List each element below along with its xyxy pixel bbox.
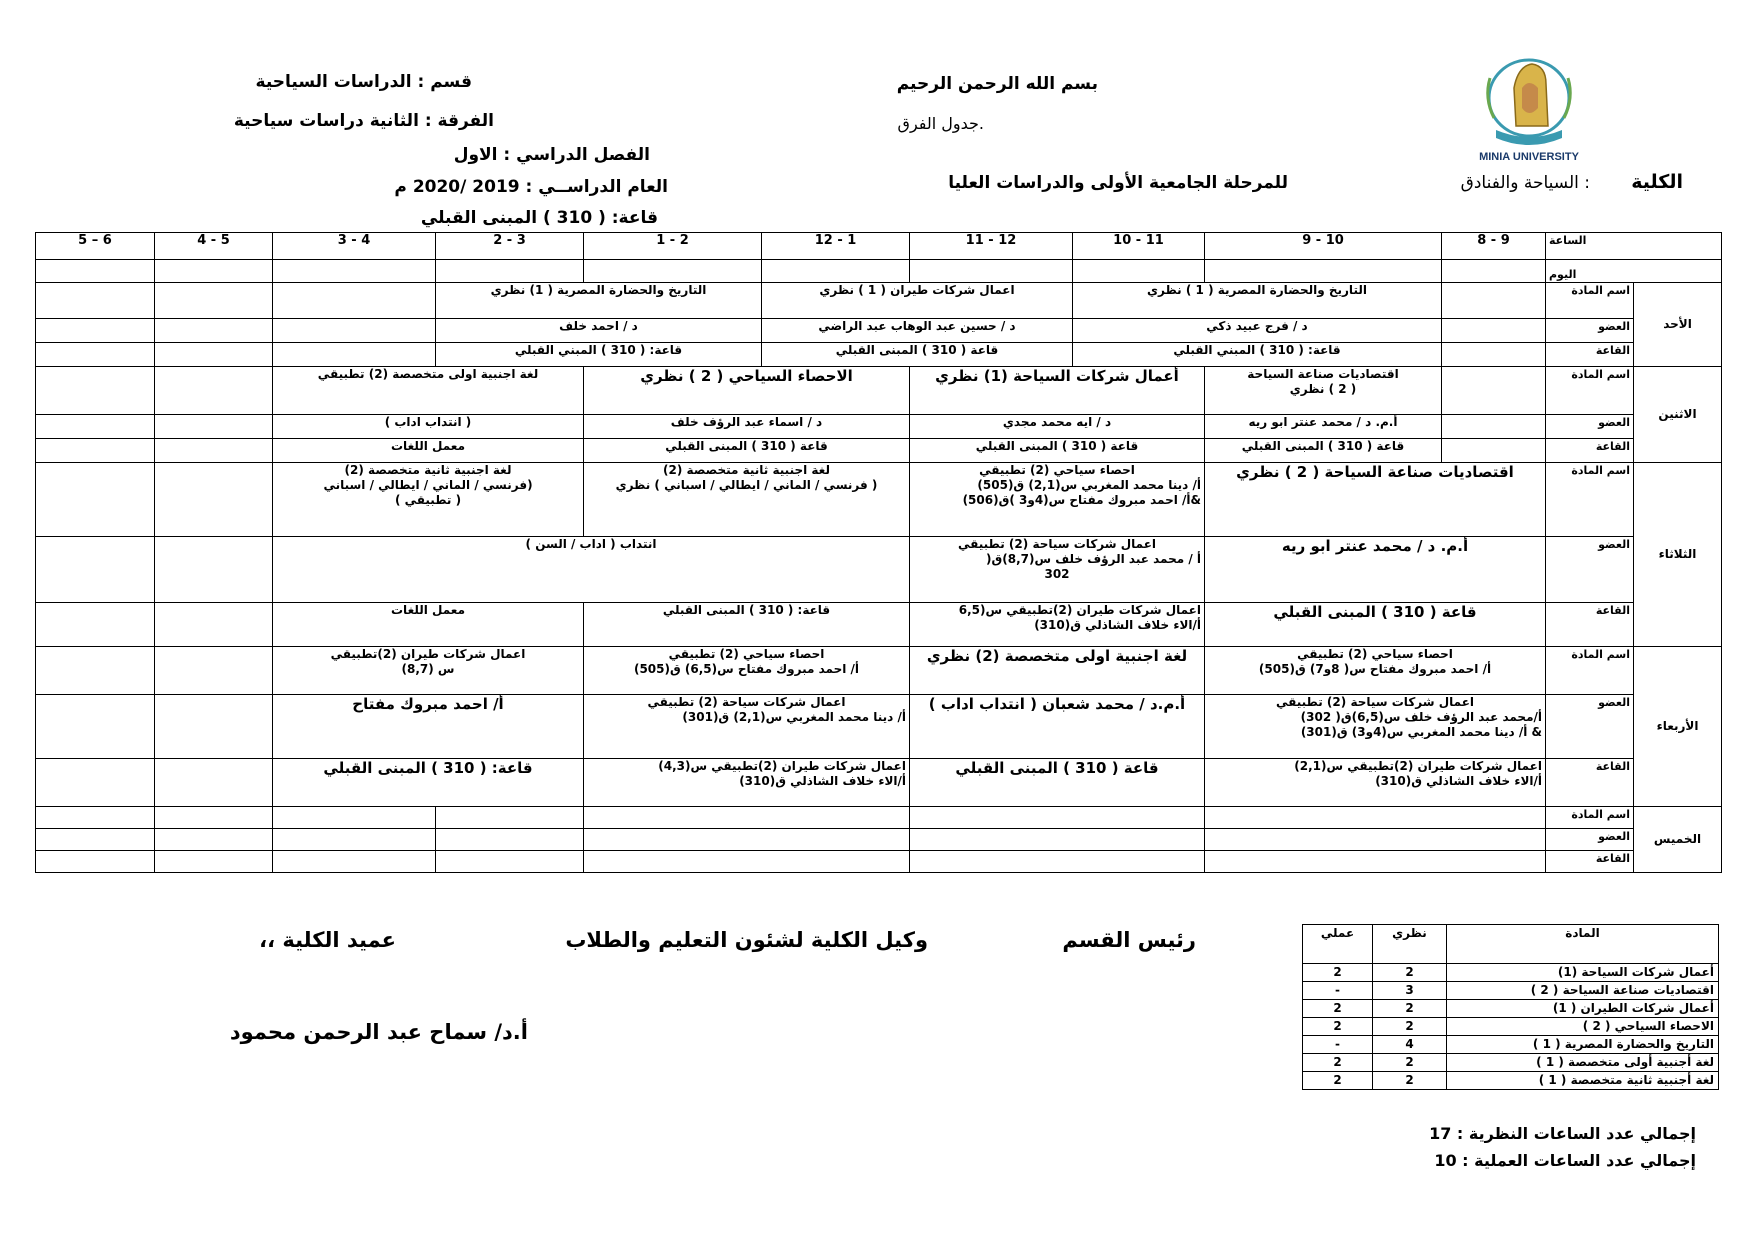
time-6-5: 6 – 5 <box>36 233 155 260</box>
wed-subject-2: لغة اجنبية اولى متخصصة (2) نظري <box>910 647 1205 695</box>
time-1-12: 1 - 12 <box>762 233 910 260</box>
wed-subject-4-line-1: اعمال شركات طيران (2)تطبيقي <box>330 647 526 661</box>
semester: الفصل الدراسي : الاول <box>453 145 650 165</box>
label-subject: اسم المادة <box>1546 283 1634 319</box>
mon-subject-2: أعمال شركات السياحة (1) نظري <box>910 367 1205 415</box>
tue-hall-2 <box>910 603 1205 647</box>
mon-member-1: أ.م. د / محمد عنتر ابو ريه <box>1205 415 1442 439</box>
wed-subject-1 <box>1205 647 1546 695</box>
summary-practical: - <box>1303 1036 1373 1054</box>
summary-theory: 2 <box>1373 1000 1447 1018</box>
wed-subject-3 <box>584 647 910 695</box>
summary-theory: 2 <box>1373 1054 1447 1072</box>
label-subject: اسم المادة <box>1546 807 1634 829</box>
mon-subject-1-line-2: ( 2 ) نظري <box>1289 382 1357 396</box>
tue-subject-2-line-3: &أ/ احمد مبروك مفتاح س(4و3 )ق(506) <box>962 493 1201 507</box>
wed-hall-3-line-2: أ/الاء خلاف الشاذلي ق(310) <box>739 774 906 788</box>
mon-subject-4: لغة اجنبية اولى متخصصة (2) تطبيقي <box>273 367 584 415</box>
mon-hall-1: قاعة ( 310 ) المبنى القبلي <box>1205 439 1442 463</box>
logo-text: MINIA UNIVERSITY <box>1479 151 1579 163</box>
basmala: بسم الله الرحمن الرحيم <box>896 74 1098 94</box>
summary-practical: 2 <box>1303 964 1373 982</box>
tue-subject-2-line-1: احصاء سياحي (2) تطبيقي <box>979 463 1135 477</box>
mon-member-2: د / ايه محمد مجدي <box>910 415 1205 439</box>
time-9-8: 9 - 8 <box>1442 233 1546 260</box>
sun-subject-3: التاريخ والحضارة المصرية ( 1) نظري <box>436 283 762 319</box>
summary-row <box>1303 1000 1719 1018</box>
faculty-label: الكلية <box>1631 171 1683 193</box>
stage: للمرحلة الجامعية الأولى والدراسات العليا <box>948 173 1288 193</box>
sun-member-3: د / احمد خلف <box>436 319 762 343</box>
tue-subject-4 <box>273 463 584 537</box>
mon-member-4: ( انتداب اداب ) <box>273 415 584 439</box>
mon-subject-3: الاحصاء السياحي ( 2 ) نظري <box>584 367 910 415</box>
tue-subject-3-line-1: لغة اجنبية ثانية متخصصة (2) <box>663 463 830 477</box>
summary-row <box>1303 982 1719 1000</box>
tue-member-2 <box>910 537 1205 603</box>
label-subject: اسم المادة <box>1546 647 1634 695</box>
label-subject: اسم المادة <box>1546 463 1634 537</box>
total-theory <box>1429 1124 1696 1143</box>
time-2-1: 2 - 1 <box>584 233 762 260</box>
tue-subject-1: اقتصاديات صناعة السياحة ( 2 ) نظري <box>1205 463 1546 537</box>
wed-hall-2: قاعة ( 310 ) المبنى القبلي <box>910 759 1205 807</box>
day-thursday: الخميس <box>1634 807 1722 873</box>
wed-subject-4 <box>273 647 584 695</box>
time-10-9: 10 - 9 <box>1205 233 1442 260</box>
tue-subject-4-line-1: لغة اجنبية ثانية متخصصة (2) <box>344 463 512 477</box>
summary-subject: الاحصاء السياحي ( 2 ) <box>1447 1018 1719 1036</box>
summary-practical: 2 <box>1303 1072 1373 1090</box>
day-monday: الاثنين <box>1634 367 1722 463</box>
hall-heading: قاعة: ( 310 ) المبنى القبلي <box>420 208 658 228</box>
label-hall: القاعة <box>1546 851 1634 873</box>
tue-hall-2-line-1: اعمال شركات طيران (2)تطبيقي س(6,5 <box>958 603 1201 617</box>
sun-member-2: د / حسين عبد الوهاب عبد الراضي <box>762 319 1073 343</box>
day-label: اليوم <box>1546 260 1722 283</box>
tue-subject-4-line-3: ( تطبيقي ) <box>394 493 462 507</box>
tue-member-1: أ.م. د / محمد عنتر ابو ريه <box>1205 537 1546 603</box>
tue-member-34: انتداب ( اداب / السن ) <box>273 537 910 603</box>
academic-year: العام الدراســي : 2019 /2020 م <box>394 177 668 197</box>
tue-hall-1: قاعة ( 310 ) المبنى القبلي <box>1205 603 1546 647</box>
tue-subject-2-line-2: أ/ دينا محمد المغربي س(2,1) ق(505) <box>977 478 1201 492</box>
summary-subject: التاريخ والحضارة المصرية ( 1 ) <box>1447 1036 1719 1054</box>
label-member: العضو <box>1546 537 1634 603</box>
wed-member-3-line-1: اعمال شركات سياحة (2) تطبيقي <box>647 695 846 709</box>
sun-member-1: د / فرج عبيد ذكي <box>1073 319 1442 343</box>
wed-subject-1-line-2: أ/ احمد مبروك مفتاح س( 8و7) ق(505) <box>1258 662 1492 676</box>
label-hall: القاعة <box>1546 343 1634 367</box>
total-practical-value: 10 <box>1434 1151 1457 1170</box>
tue-subject-3-line-2: ( فرنسي / الماني / ايطالي / اسباني ) نظري <box>615 478 878 492</box>
day-sunday: الأحد <box>1634 283 1722 367</box>
summary-subject: أعمال شركات الطيران ( 1) <box>1447 1000 1719 1018</box>
dean-name: أ.د/ سماح عبد الرحمن محمود <box>229 1020 528 1044</box>
time-4-3: 4 - 3 <box>273 233 436 260</box>
wed-member-4: أ/ احمد مبروك مفتاح <box>273 695 584 759</box>
hours-summary-table <box>1302 924 1719 1090</box>
time-label-cell <box>1546 233 1722 260</box>
mon-member-3: د / اسماء عبد الرؤف خلف <box>584 415 910 439</box>
total-practical-label: إجمالي عدد الساعات العملية : <box>1462 1151 1696 1170</box>
wed-member-2: أ.م.د / محمد شعبان ( انتداب اداب ) <box>910 695 1205 759</box>
label-hall: القاعة <box>1546 603 1634 647</box>
label-member: العضو <box>1546 415 1634 439</box>
time-11-10: 11 - 10 <box>1073 233 1205 260</box>
tue-hall-2-line-2: أ/الاء خلاف الشاذلي ق(310) <box>1034 618 1201 632</box>
summary-subject: لغة أجنبية أولى متخصصة ( 1 ) <box>1447 1054 1719 1072</box>
wed-hall-1 <box>1205 759 1546 807</box>
mon-hall-4: معمل اللغات <box>273 439 584 463</box>
mon-subject-1-line-1: اقتصاديات صناعة السياحة <box>1247 367 1399 381</box>
tue-hall-4: معمل اللغات <box>273 603 584 647</box>
wed-subject-3-line-2: أ/ احمد مبروك مفتاح س(6,5) ق(505) <box>633 662 860 676</box>
sun-hall-3: قاعة: ( 310 ) المبني القبلي <box>436 343 762 367</box>
summary-subject: اقتصاديات صناعة السياحة ( 2 ) <box>1447 982 1719 1000</box>
summary-practical: 2 <box>1303 1018 1373 1036</box>
tue-subject-2 <box>910 463 1205 537</box>
time-3-2: 3 - 2 <box>436 233 584 260</box>
tue-subject-3 <box>584 463 910 537</box>
time-12-11: 12 - 11 <box>910 233 1073 260</box>
tue-member-2-line-1: اعمال شركات سياحة (2) تطبيقي <box>957 537 1157 551</box>
header-theory: نظري <box>1373 925 1447 964</box>
department: قسم : الدراسات السياحية <box>255 72 472 92</box>
wed-subject-1-line-1: احصاء سياحي (2) تطبيقي <box>1297 647 1453 661</box>
label-member: العضو <box>1546 695 1634 759</box>
tue-subject-4-line-2: (فرنسي / الماني / ايطالي / اسباني <box>323 478 533 492</box>
faculty-name: : السياحة والفنادق <box>1460 173 1590 193</box>
wed-member-3 <box>584 695 910 759</box>
wed-member-3-line-2: أ/ دينا محمد المغربي س(2,1) ق(301) <box>682 710 906 724</box>
schedule-title: .جدول الفرق <box>897 114 984 133</box>
label-hall: القاعة <box>1546 759 1634 807</box>
wed-subject-4-line-2: س (8,7) <box>401 662 455 676</box>
wed-member-1-line-3: & أ/ دينا محمد المغربي س(4و3) ق(301) <box>1300 725 1542 739</box>
mon-hall-3: قاعة ( 310 ) المبنى القبلي <box>584 439 910 463</box>
wed-member-1 <box>1205 695 1546 759</box>
head-of-department-title: رئيس القسم <box>1062 928 1196 952</box>
year-group: الفرقة : الثانية دراسات سياحية <box>233 111 494 131</box>
label-member: العضو <box>1546 319 1634 343</box>
mon-hall-2: قاعة ( 310 ) المبنى القبلي <box>910 439 1205 463</box>
summary-row <box>1303 1054 1719 1072</box>
summary-theory: 2 <box>1373 1072 1447 1090</box>
tue-hall-3: قاعة: ( 310 ) المبنى القبلي <box>584 603 910 647</box>
wed-hall-3 <box>584 759 910 807</box>
wed-member-1-line-2: أ/محمد عبد الرؤف خلف س(6,5)ق( 302) <box>1300 710 1542 724</box>
label-member: العضو <box>1546 829 1634 851</box>
day-wednesday: الأربعاء <box>1634 647 1722 807</box>
time-label: الساعة <box>1549 234 1587 247</box>
vice-dean-title: وكيل الكلية لشئون التعليم والطلاب <box>565 928 928 952</box>
tue-member-2-line-3: 302 <box>1044 567 1070 581</box>
sun-subject-1: التاريخ والحضارة المصرية ( 1 ) نظري <box>1073 283 1442 319</box>
schedule-table <box>35 232 1722 873</box>
wed-member-1-line-1: اعمال شركات سياحة (2) تطبيقي <box>1275 695 1475 709</box>
label-hall: القاعة <box>1546 439 1634 463</box>
wed-subject-3-line-1: احصاء سياحي (2) تطبيقي <box>668 647 825 661</box>
mon-subject-1 <box>1205 367 1442 415</box>
wed-hall-4: قاعة: ( 310 ) المبنى القبلي <box>273 759 584 807</box>
tue-member-2-line-2: أ / محمد عبد الرؤف خلف س(8,7)ق( <box>986 552 1201 566</box>
summary-practical: 2 <box>1303 1054 1373 1072</box>
summary-row <box>1303 1018 1719 1036</box>
day-tuesday: الثلاثاء <box>1634 463 1722 647</box>
total-practical <box>1434 1151 1696 1170</box>
dean-title: عميد الكلية ،، <box>259 928 396 952</box>
time-5-4: 5 - 4 <box>155 233 273 260</box>
header-practical: عملي <box>1303 925 1373 964</box>
summary-theory: 2 <box>1373 1018 1447 1036</box>
summary-row <box>1303 1072 1719 1090</box>
total-theory-label: إجمالي عدد الساعات النظرية : <box>1456 1124 1696 1143</box>
summary-row <box>1303 964 1719 982</box>
summary-subject: أعمال شركات السياحة (1) <box>1447 964 1719 982</box>
university-logo <box>1466 48 1592 166</box>
sun-hall-2: قاعة ( 310 ) المبنى القبلي <box>762 343 1073 367</box>
summary-row <box>1303 1036 1719 1054</box>
summary-practical: - <box>1303 982 1373 1000</box>
summary-theory: 2 <box>1373 964 1447 982</box>
wed-hall-1-line-1: اعمال شركات طيران (2)تطبيقي س(2,1) <box>1294 759 1542 773</box>
label-subject: اسم المادة <box>1546 367 1634 415</box>
sun-hall-1: قاعة: ( 310 ) المبني القبلي <box>1073 343 1442 367</box>
header-subject: المادة <box>1447 925 1719 964</box>
wed-hall-3-line-1: اعمال شركات طيران (2)تطبيقي س(4,3) <box>658 759 906 773</box>
summary-theory: 4 <box>1373 1036 1447 1054</box>
summary-theory: 3 <box>1373 982 1447 1000</box>
summary-practical: 2 <box>1303 1000 1373 1018</box>
total-theory-value: 17 <box>1429 1124 1452 1143</box>
wed-hall-1-line-2: أ/الاء خلاف الشاذلي ق(310) <box>1375 774 1542 788</box>
sun-subject-2: اعمال شركات طيران ( 1 ) نظري <box>762 283 1073 319</box>
summary-subject: لغة أجنبية ثانية متخصصة ( 1 ) <box>1447 1072 1719 1090</box>
